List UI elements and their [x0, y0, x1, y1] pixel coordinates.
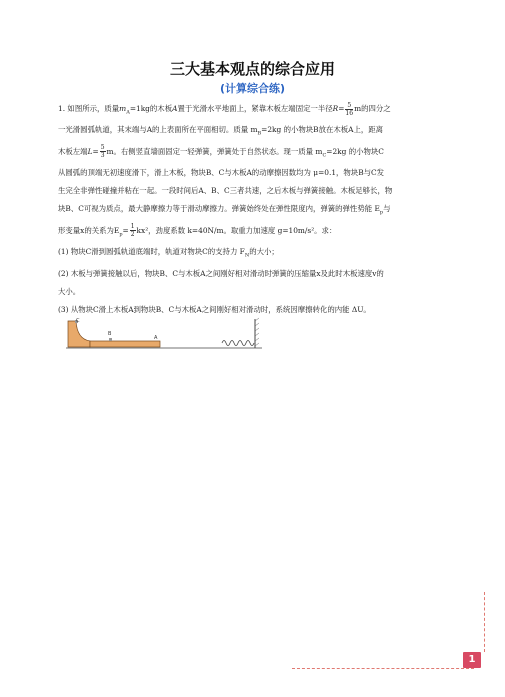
page-title: 三大基本观点的综合应用 [169, 60, 335, 78]
subscript: p [119, 231, 123, 238]
text: =2kg 的小物块B放在木板A上，距离 [261, 125, 384, 135]
numerator: 5 [100, 144, 105, 152]
problem-line-6 [58, 200, 468, 221]
problem-line-4: 从圆弧的顶端无初速度滑下，滑上木板，物块B、C与木板A的动摩擦因数均为 μ=0.1，物块B与C发 [58, 168, 385, 178]
problem-line-3 [58, 143, 468, 164]
denominator: 16 [345, 109, 354, 117]
label-a: A [154, 335, 158, 341]
problem-line-7 [58, 222, 468, 243]
symbol-l: L= [87, 146, 99, 156]
symbol-a: A [172, 104, 178, 113]
fraction-half [130, 223, 136, 238]
text: = [122, 225, 129, 235]
text: 一光滑圆弧轨道，其末端与A的上表面所在平面相切。质量 m [58, 125, 258, 135]
text: 的大小； [249, 247, 279, 257]
text: m。右侧竖直墙面固定一轻弹簧，弹簧处于自然状态。现一质量 m [106, 146, 323, 156]
board-a [90, 341, 160, 347]
question-2-cont: 大小。 [58, 286, 81, 296]
denominator: 2 [130, 231, 135, 239]
text: 置于光滑水平地面上，紧靠木板左端固定一半径 [177, 104, 333, 113]
numerator: 1 [130, 223, 135, 231]
subscript: p [379, 209, 384, 216]
text: 木板左端 [58, 146, 88, 156]
fraction-l [100, 144, 106, 159]
problem-line-2 [58, 121, 468, 142]
problem-number: 1. [58, 104, 66, 113]
denominator: 3 [100, 152, 105, 160]
decorative-dash-horizontal [292, 668, 474, 669]
symbol-m: m [119, 104, 127, 113]
text: 形变量x的关系为E [58, 225, 120, 235]
text: 如图所示，质量 [67, 104, 120, 113]
text: =1kg的木板 [129, 104, 173, 113]
subscript: N [244, 252, 250, 259]
problem-line-5: 生完全非弹性碰撞并粘在一起。一段时间后A、B、C三者共速，之后木板与弹簧接触。木板足够长，物 [58, 186, 393, 196]
numerator: 5 [347, 101, 352, 109]
fraction-r [345, 102, 353, 117]
spring [222, 341, 254, 346]
problem-1 [58, 100, 468, 319]
text: m的四分之 [354, 104, 391, 113]
text: =2kg 的小物块C [326, 146, 384, 156]
decorative-dash-vertical [484, 592, 485, 652]
label-b: B [108, 331, 112, 337]
problem-line-1 [58, 100, 468, 121]
subscript: C [322, 152, 327, 159]
subscript: B [257, 130, 262, 137]
arc-track [68, 321, 90, 347]
block-b [109, 338, 112, 341]
question-3: (3) 从物块C滑上木板A到物块B、C与木板A之间刚好相对滑动时，系统因摩擦转化的内能 ΔU。 [58, 304, 371, 314]
label-c: C [76, 318, 80, 324]
setup-figure [64, 317, 264, 353]
text: (1) 物块C滑到圆弧轨道底端时，轨道对物块C的支持力 F [58, 247, 245, 257]
symbol-r: R= [332, 104, 345, 113]
page-number-badge: 1 [463, 652, 481, 668]
text: kx²，劲度系数 k=40N/m。取重力加速度 g=10m/s²。求： [136, 225, 337, 235]
question-1 [58, 243, 468, 264]
question-2: (2) 木板与弹簧接触以后，物块B、C与木板A之间刚好相对滑动时弹簧的压缩量x及此时木板速度v的 [58, 268, 384, 278]
text: 块B、C可视为质点，最大静摩擦力等于滑动摩擦力。弹簧始终处在弹性限度内，弹簧的弹性势能 E [58, 204, 380, 214]
text: 与 [383, 204, 391, 214]
subscript: A [126, 109, 130, 116]
wall-hatch [255, 318, 259, 346]
page-subtitle: (计算综合练) [219, 82, 286, 95]
